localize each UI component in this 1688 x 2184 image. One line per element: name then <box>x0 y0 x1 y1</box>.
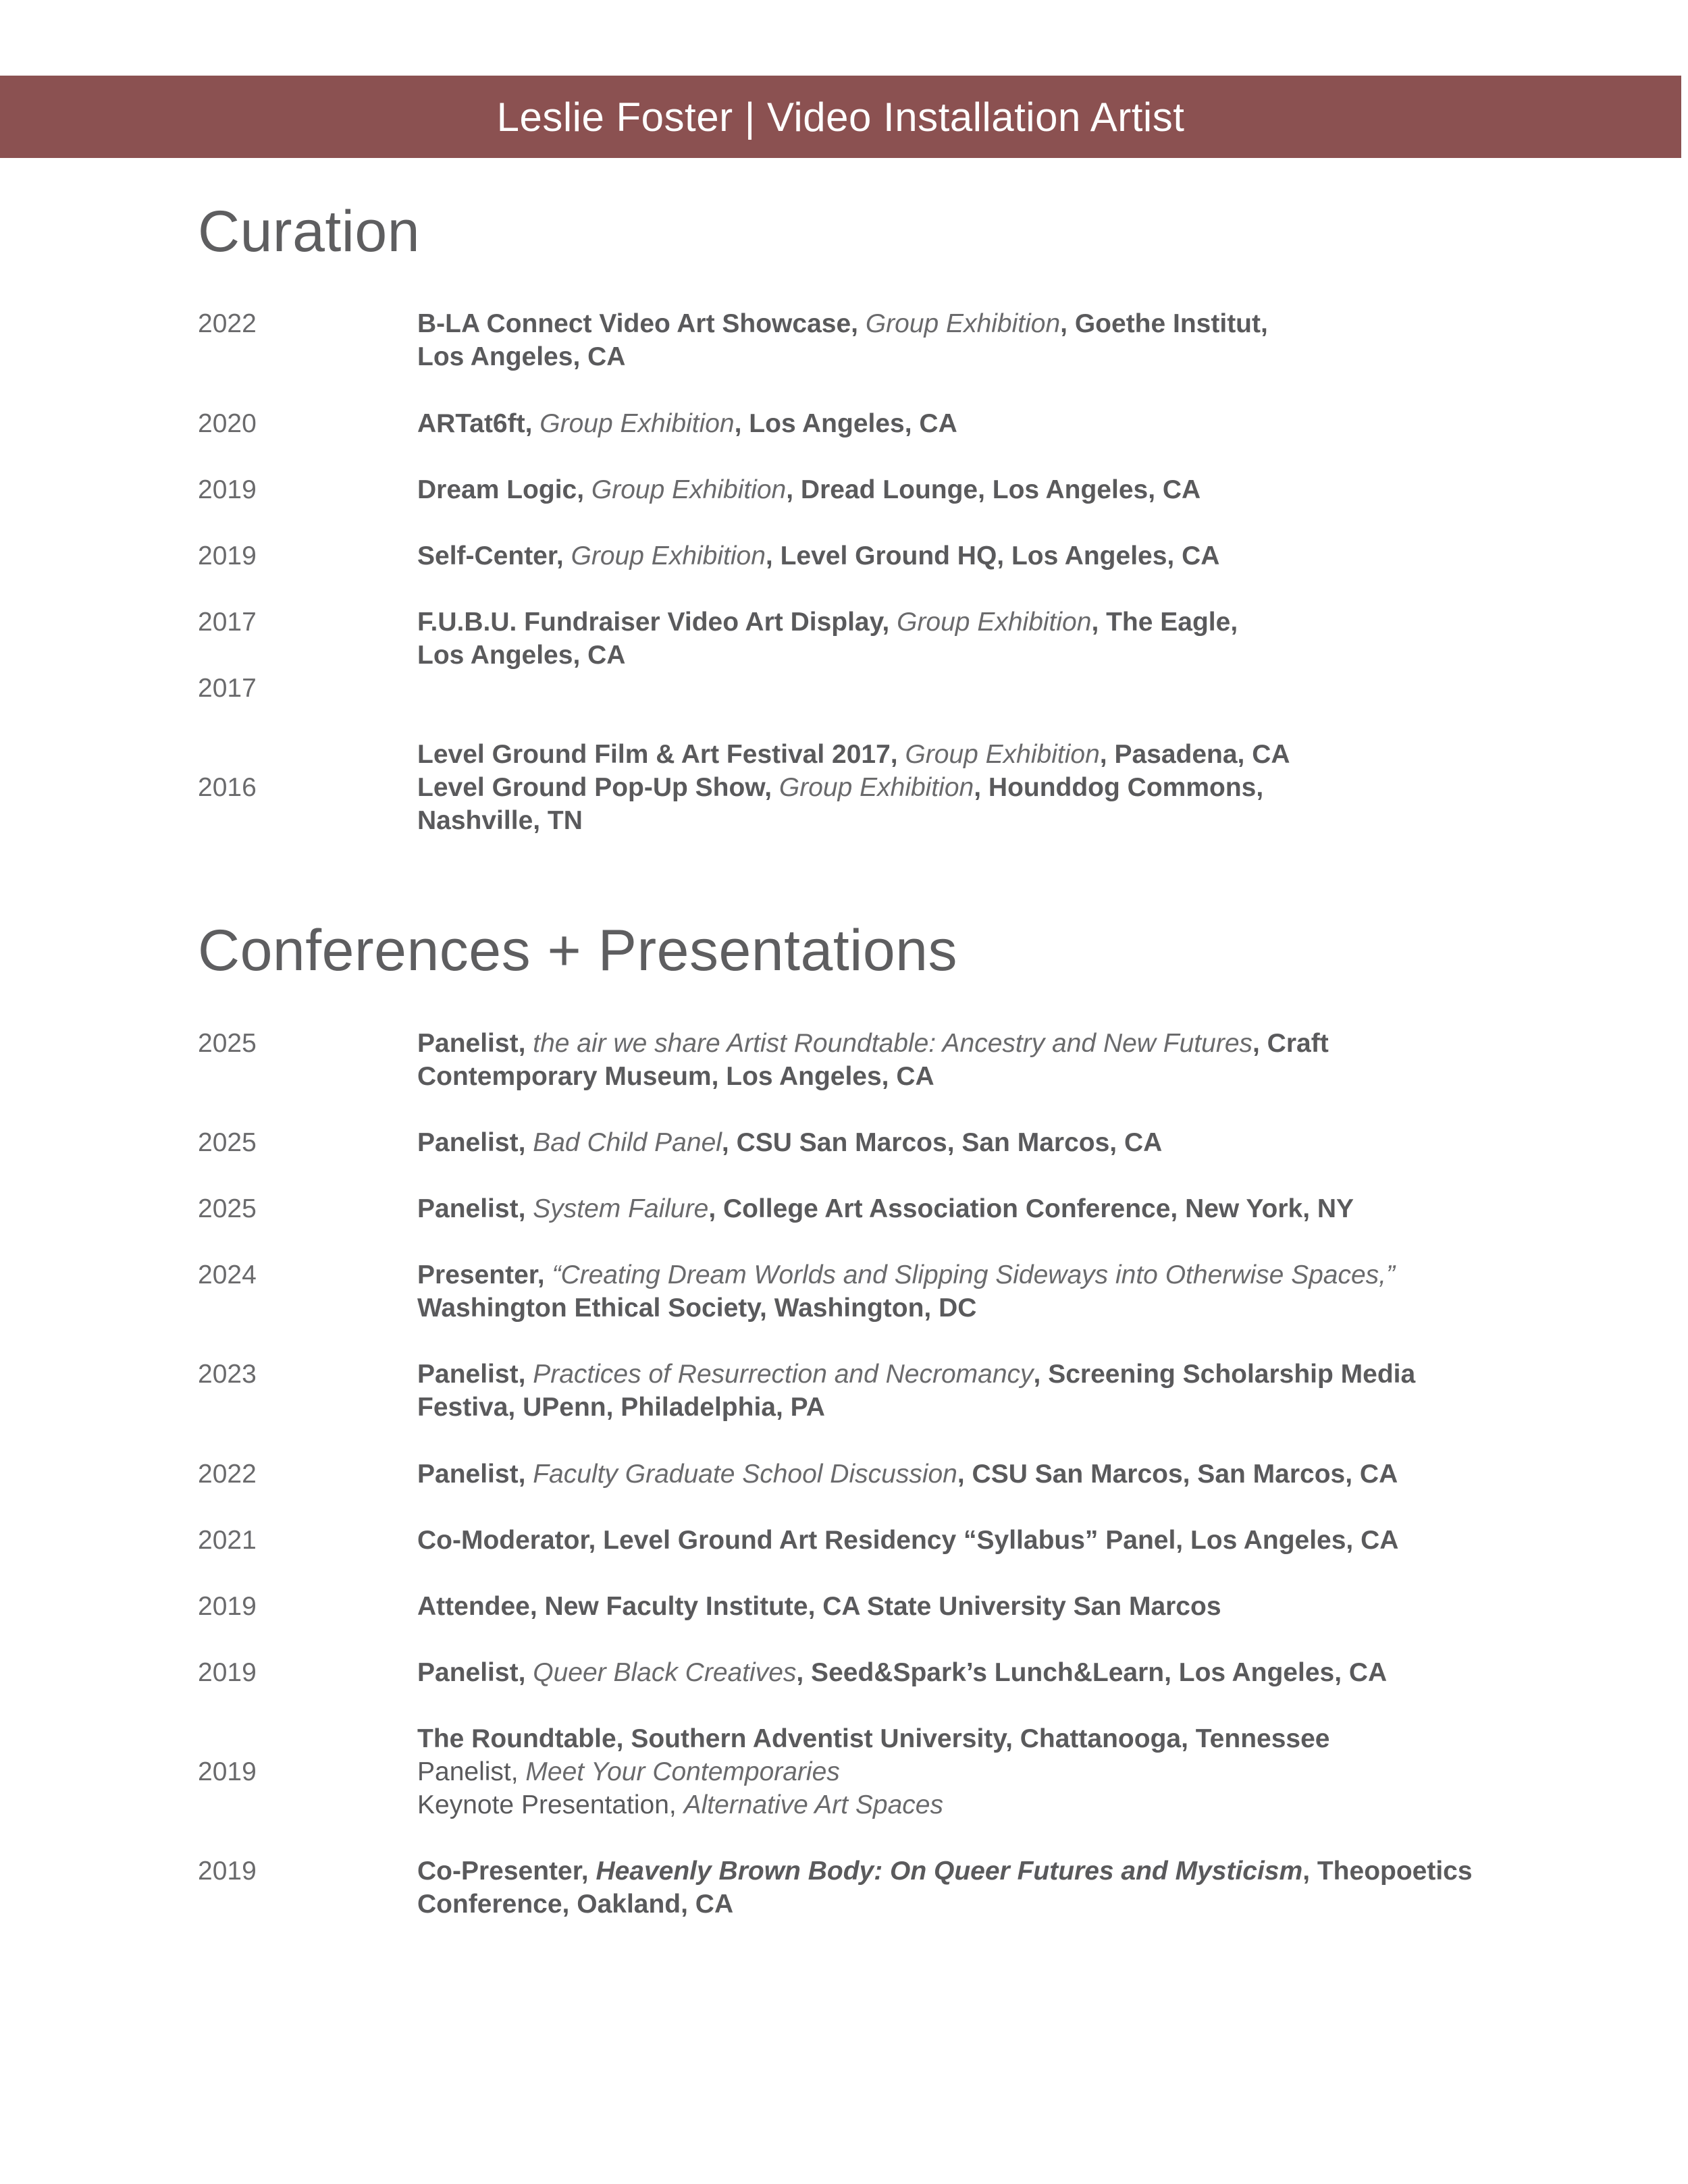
entry-role: Panelist, <box>417 1128 533 1157</box>
entry-year: 2019 <box>198 1757 257 1786</box>
entry-year: 2016 <box>198 773 257 802</box>
entry-title: Level Ground Pop-Up Show, <box>417 773 779 802</box>
header-banner <box>0 76 1681 158</box>
entry-venue: , CSU San Marcos, San Marcos, CA <box>957 1460 1398 1489</box>
entry-venue: , Los Angeles, CA <box>734 409 957 438</box>
entry-type: Group Exhibition <box>539 409 735 438</box>
entry-year: 2019 <box>198 475 257 504</box>
entry-topic: Meet Your Contemporaries <box>525 1757 840 1786</box>
entry-role: Presenter, <box>417 1260 552 1289</box>
entry-year: 2025 <box>198 1128 257 1157</box>
entry-topic: Faculty Graduate School Discussion <box>533 1460 957 1489</box>
entry-topic: Queer Black Creatives <box>533 1658 797 1687</box>
entry-description <box>417 1027 1525 1093</box>
entry-description <box>417 1458 1525 1491</box>
entry-role: Keynote Presentation, <box>417 1790 684 1819</box>
entry-location: Nashville, TN <box>417 806 583 835</box>
entry-topic: Practices of Resurrection and Necromancy <box>533 1360 1034 1389</box>
entry-venue: , The Eagle, <box>1091 608 1238 637</box>
entry-description <box>417 1258 1525 1325</box>
entry-year: 2025 <box>198 1029 257 1058</box>
entry-description <box>417 539 1525 572</box>
entry-year: 2022 <box>198 309 257 338</box>
entry-description <box>417 606 1525 672</box>
entry-year: 2025 <box>198 1194 257 1223</box>
entry-topic: Alternative Art Spaces <box>683 1790 943 1819</box>
entry-title: Self-Center, <box>417 541 571 570</box>
entry-role: Panelist, <box>417 1658 533 1687</box>
entry-description <box>417 1590 1525 1623</box>
entry-year: 2019 <box>198 1857 257 1886</box>
entry-venue: , College Art Association Conference, New York, NY <box>708 1194 1354 1223</box>
entry-role: Panelist, <box>417 1757 526 1786</box>
entry-title: ARTat6ft, <box>417 409 540 438</box>
entry-location: Conference, Oakland, CA <box>417 1890 734 1919</box>
entry-role: Co-Presenter, <box>417 1857 596 1886</box>
entry-role: Panelist, <box>417 1194 533 1223</box>
entry-text: Attendee, New Faculty Institute, CA State University San Marcos <box>417 1592 1221 1621</box>
page-title: Leslie Foster | Video Installation Artist <box>496 94 1185 140</box>
entry-role: Panelist, <box>417 1029 533 1058</box>
entry-type: Group Exhibition <box>779 773 974 802</box>
entry-description <box>417 407 1525 440</box>
entry-description <box>417 1656 1525 1689</box>
entry-year: 2023 <box>198 1360 257 1389</box>
entry-venue: , Dread Lounge, Los Angeles, CA <box>786 475 1201 504</box>
entry-type: Group Exhibition <box>905 740 1100 769</box>
entry-venue: , Goethe Institut, <box>1060 309 1268 338</box>
entry-location: Los Angeles, CA <box>417 641 626 670</box>
entry-description <box>417 1126 1525 1159</box>
entry-description <box>417 1855 1525 1921</box>
entry-topic: System Failure <box>533 1194 709 1223</box>
entry-topic: “Creating Dream Worlds and Slipping Sideways into Otherwise Spaces,” <box>552 1260 1396 1289</box>
entry-venue: , Hounddog Commons, <box>974 773 1264 802</box>
entry-venue: , Seed&Spark’s Lunch&Learn, Los Angeles, CA <box>796 1658 1388 1687</box>
entry-location: Contemporary Museum, Los Angeles, CA <box>417 1062 934 1091</box>
entry-description <box>417 1722 1525 1821</box>
entry-year: 2017 <box>198 608 257 637</box>
entry-role: Panelist, <box>417 1360 533 1389</box>
entry-description <box>417 1192 1525 1225</box>
section-title-curation: Curation <box>198 199 421 264</box>
entry-description <box>417 1358 1525 1424</box>
entry-venue: , Theopoetics <box>1302 1857 1473 1886</box>
entry-year: 2017 <box>198 674 257 703</box>
entry-year: 2019 <box>198 541 257 570</box>
section-title-conferences: Conferences + Presentations <box>198 918 957 983</box>
entry-description <box>417 771 1525 837</box>
entry-title: B-LA Connect Video Art Showcase, <box>417 309 866 338</box>
entry-event: The Roundtable, Southern Adventist University, Chattanooga, Tennessee <box>417 1724 1330 1753</box>
entry-title: Level Ground Film & Art Festival 2017, <box>417 740 905 769</box>
entry-year: 2021 <box>198 1526 257 1555</box>
entry-year: 2020 <box>198 409 257 438</box>
entry-year: 2019 <box>198 1658 257 1687</box>
entry-description <box>417 738 1525 771</box>
entry-location: Los Angeles, CA <box>417 342 626 371</box>
entry-description <box>417 473 1525 506</box>
entry-text: Co-Moderator, Level Ground Art Residency “Syllabus” Panel, Los Angeles, CA <box>417 1526 1399 1555</box>
entry-venue: , CSU San Marcos, San Marcos, CA <box>721 1128 1163 1157</box>
entry-type: Group Exhibition <box>591 475 787 504</box>
entry-venue: , Pasadena, CA <box>1099 740 1290 769</box>
entry-venue: , Screening Scholarship Media <box>1033 1360 1416 1389</box>
entry-year: 2024 <box>198 1260 257 1289</box>
entry-description <box>417 1524 1525 1557</box>
entry-role: Panelist, <box>417 1460 533 1489</box>
entry-title: F.U.B.U. Fundraiser Video Art Display, <box>417 608 897 637</box>
entry-year: 2022 <box>198 1460 257 1489</box>
entry-location: Festiva, UPenn, Philadelphia, PA <box>417 1393 825 1422</box>
entry-type: Group Exhibition <box>865 309 1061 338</box>
entry-location: Washington Ethical Society, Washington, DC <box>417 1294 977 1323</box>
entry-topic: Bad Child Panel <box>533 1128 722 1157</box>
entry-topic: Heavenly Brown Body: On Queer Futures and Mysticism <box>596 1857 1303 1886</box>
entry-description <box>417 307 1525 373</box>
entry-type: Group Exhibition <box>897 608 1092 637</box>
entry-venue: , Craft <box>1252 1029 1329 1058</box>
entry-type: Group Exhibition <box>571 541 766 570</box>
entry-topic: the air we share Artist Roundtable: Ancestry and New Futures <box>533 1029 1253 1058</box>
entry-title: Dream Logic, <box>417 475 591 504</box>
entry-venue: , Level Ground HQ, Los Angeles, CA <box>765 541 1220 570</box>
entry-year: 2019 <box>198 1592 257 1621</box>
